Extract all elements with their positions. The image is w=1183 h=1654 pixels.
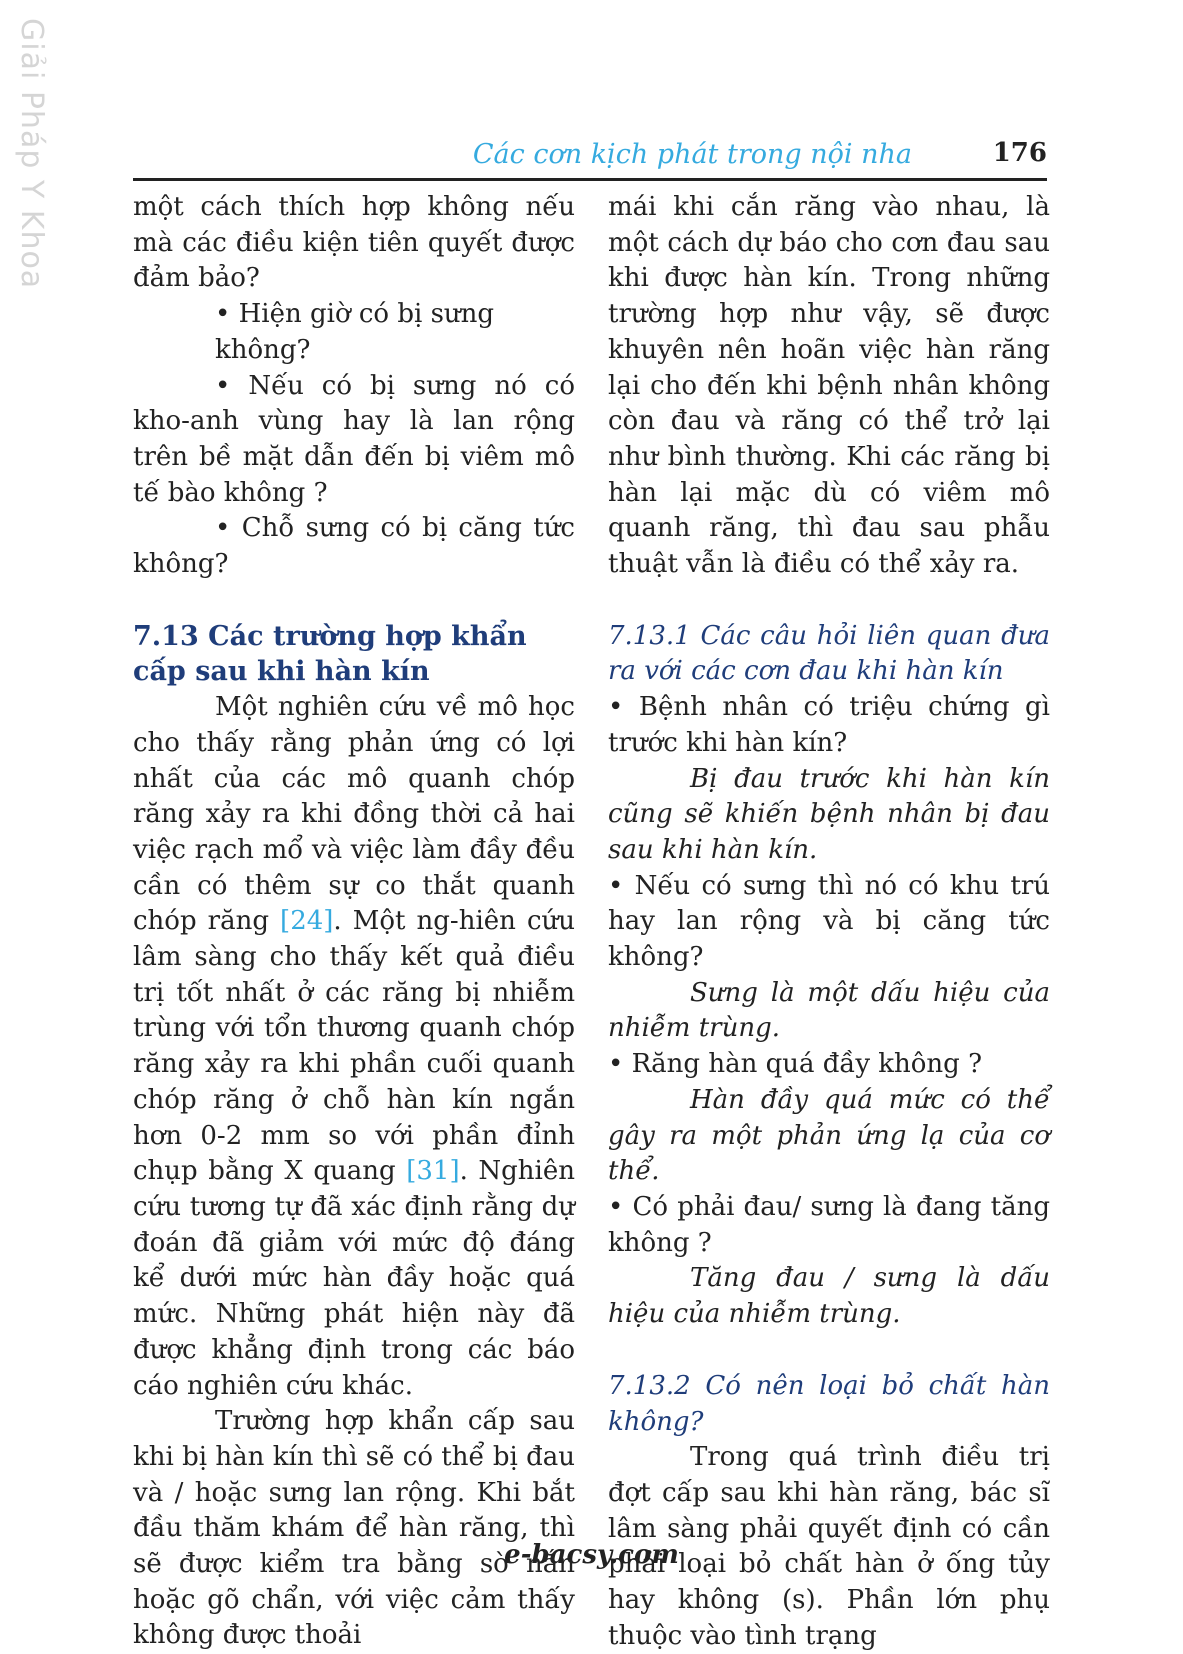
paragraph: Trường hợp khẩn cấp sau khi bị hàn kín thì sẽ có thể bị đau và / hoặc sưng lan rộng. Khi bắt đầu thăm khám để hàn răng, thì sẽ được kiểm tra bằng sờ nắn hoặc gõ chẩn, với việc cảm thấy không được thoải	[133, 1406, 575, 1651]
answer-text: Bị đau trước khi hàn kín cũng sẽ khiến bệnh nhân bị đau sau khi hàn kín.	[608, 763, 1050, 865]
spacer	[133, 583, 575, 619]
question-item: • Có phải đau/ sưng là đang tăng không ?	[608, 1191, 1050, 1258]
page-header	[133, 136, 1047, 176]
running-title: Các cơn kịch phát trong nội nha	[472, 139, 912, 170]
paragraph: mái khi cắn răng vào nhau, là một cách dự báo cho cơn đau sau khi được hàn kín. Trong những trường hợp như vậy, sẽ được khuyên nên hoãn việc hàn răng lại cho đến khi bệnh nhân không còn đau và răng có thể trở lại như bình thường. Khi các răng bị hàn lại mặc dù có viêm mô quanh răng, thì đau sau phẫu thuật vẫn là điều có thể xảy ra.	[608, 192, 1050, 580]
side-watermark: Giải Pháp Y Khoa	[14, 18, 49, 290]
answer-text: Sưng là một dấu hiệu của nhiễm trùng.	[608, 977, 1050, 1044]
bullet-item: • Chỗ sưng có bị căng tức không?	[133, 513, 575, 580]
paragraph: Trong quá trình điều trị đợt cấp sau khi hàn răng, bác sĩ lâm sàng phải quyết định có cần phải loại bỏ chất hàn ở ống tủy hay không (s). Phần lớn phụ thuộc vào tình trạng	[608, 1442, 1050, 1651]
answer-text: Hàn đầy quá mức có thể gây ra một phản ứng lạ của cơ thể.	[608, 1084, 1050, 1187]
spacer	[608, 583, 1050, 619]
citation-link[interactable]: [31]	[406, 1156, 460, 1187]
bullet-item: • Nếu có bị sưng nó có kho-anh vùng hay là lan rộng trên bề mặt dẫn đến bị viêm mô tế bào không ?	[133, 370, 575, 508]
right-column	[608, 190, 1050, 1654]
text-run: . Một ng-hiên cứu lâm sàng cho thấy kết quả điều trị tốt nhất ở các răng bị nhiễm trùng với tổn thương quanh chóp răng xảy ra khi phần cuối quanh chóp răng ở chỗ hàn kín ngắn hơn 0-2 mm so với phần đỉnh chụp bằng X quang	[133, 906, 576, 1187]
left-column	[133, 190, 575, 1654]
answer-text: Tăng đau / sưng là dấu hiệu của nhiễm trùng.	[608, 1263, 1050, 1330]
question-item: • Răng hàn quá đầy không ?	[608, 1049, 983, 1080]
subsection-heading: 7.13.1 Các câu hỏi liên quan đưa ra với các cơn đau khi hàn kín	[608, 620, 1050, 687]
paragraph: một cách thích hợp không nếu mà các điều kiện tiên quyết được đảm bảo?	[133, 192, 575, 294]
citation-link[interactable]: [24]	[280, 906, 334, 937]
subsection-heading: 7.13.2 Có nên loại bỏ chất hàn không?	[608, 1370, 1050, 1437]
paragraph	[133, 690, 575, 1404]
text-run: . Nghiên cứu tương tự đã xác định rằng dự đoán đã giảm với mức độ đáng kể dưới mức hàn đầy hoặc quá mức. Những phát hiện này đã được khẳng định trong các báo cáo nghiên cứu khác.	[133, 1156, 575, 1401]
header-rule	[133, 178, 1047, 181]
bullet-item: • Hiện giờ có bị sưng không?	[215, 299, 495, 365]
question-item: • Nếu có sưng thì nó có khu trú hay lan rộng và bị căng tức không?	[608, 870, 1050, 973]
question-item: • Bệnh nhân có triệu chứng gì trước khi hàn kín?	[608, 692, 1050, 758]
page-number: 176	[992, 138, 1047, 168]
section-heading: 7.13 Các trường hợp khẩn cấp sau khi hàn kín	[133, 620, 527, 688]
footer-site: e-bacsy.com	[504, 1540, 679, 1570]
text-run: Một nghiên cứu về mô học cho thấy rằng phản ứng có lợi nhất của các mô quanh chóp răng xảy ra khi đồng thời cả hai việc rạch mổ và việc làm đầy đều cần có thêm sự co thắt quanh chóp răng	[133, 692, 575, 937]
spacer	[608, 1333, 1050, 1369]
